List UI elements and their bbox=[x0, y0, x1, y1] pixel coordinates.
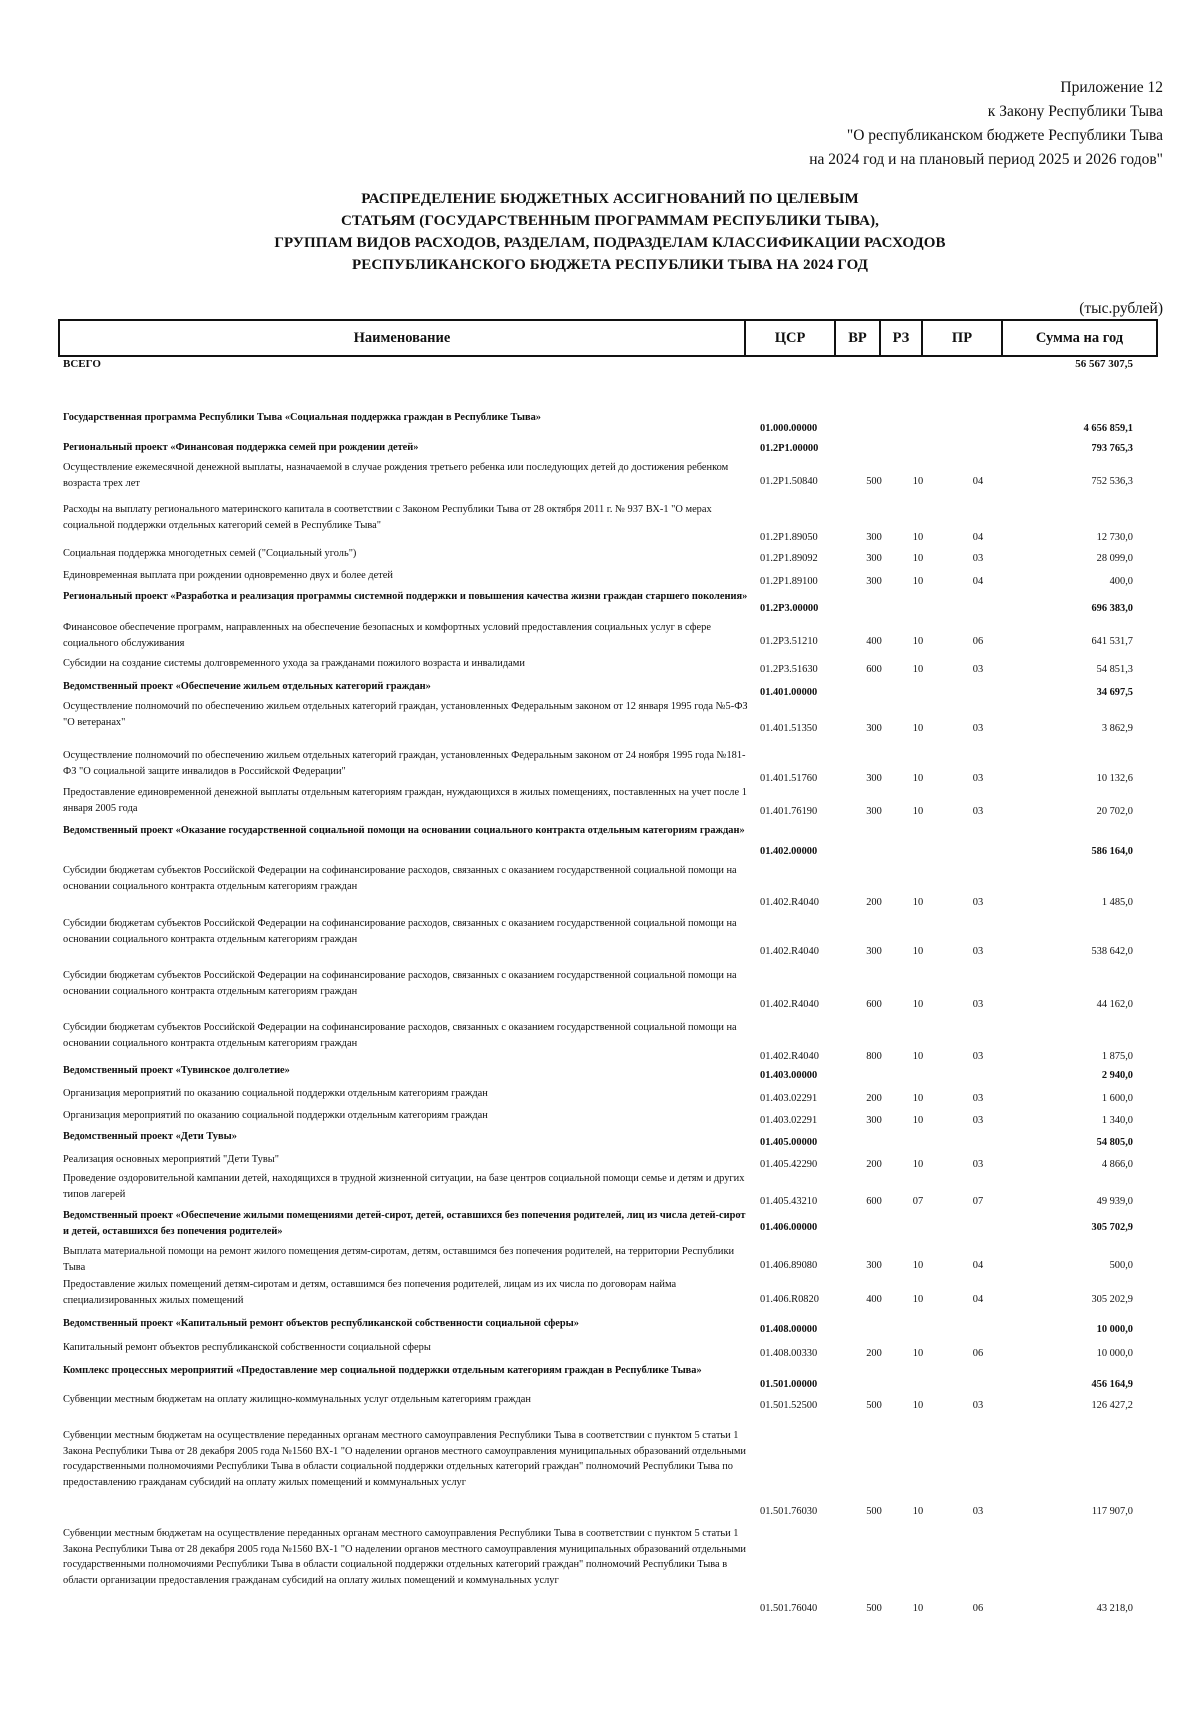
row-csr: 01.2Р3.51210 bbox=[760, 636, 818, 647]
row-csr: 01.405.43210 bbox=[760, 1196, 818, 1207]
row-csr: 01.403.00000 bbox=[760, 1070, 818, 1081]
row-name: Предоставление единовременной денежной выплаты отдельным категориям граждан, нуждающихся в жилых помещениях, поставленных на учет после 1 января 2005 года bbox=[63, 787, 747, 814]
row-name: Единовременная выплата при рождении одновременно двух и более детей bbox=[63, 570, 393, 581]
header-csr: ЦСР bbox=[744, 321, 834, 355]
total-label: ВСЕГО bbox=[63, 358, 101, 370]
row-sum: 305 202,9 bbox=[1091, 1294, 1133, 1305]
row-sum: 538 642,0 bbox=[1091, 946, 1133, 957]
row-rz: 10 bbox=[912, 806, 924, 817]
row-vr: 400 bbox=[866, 1294, 882, 1305]
row-pr: 04 bbox=[972, 576, 984, 587]
row-sum: 10 000,0 bbox=[1096, 1324, 1133, 1335]
row-name: Комплекс процессных мероприятий «Предоставление мер социальной поддержки отдельным категориям граждан в Республике Тыва» bbox=[63, 1365, 702, 1376]
row-csr: 01.2Р1.89100 bbox=[760, 576, 818, 587]
row-sum: 696 383,0 bbox=[1091, 603, 1133, 614]
row-csr: 01.402.R4040 bbox=[760, 999, 819, 1010]
row-name: Ведомственный проект «Обеспечение жильем отдельных категорий граждан» bbox=[63, 681, 431, 692]
row-sum: 752 536,3 bbox=[1091, 476, 1133, 487]
row-sum: 305 702,9 bbox=[1091, 1222, 1133, 1233]
row-csr: 01.402.R4040 bbox=[760, 897, 819, 908]
row-sum: 20 702,0 bbox=[1096, 806, 1133, 817]
row-rz: 10 bbox=[912, 532, 924, 543]
row-name: Субвенции местным бюджетам на оплату жилищно-коммунальных услуг отдельным категориям граждан bbox=[63, 1394, 531, 1405]
row-vr: 600 bbox=[866, 1196, 882, 1207]
row-rz: 10 bbox=[912, 723, 924, 734]
header-name: Наименование bbox=[58, 321, 744, 355]
row-rz: 10 bbox=[912, 1506, 924, 1517]
row-csr: 01.501.76030 bbox=[760, 1506, 818, 1517]
row-rz: 10 bbox=[912, 1051, 924, 1062]
row-sum: 400,0 bbox=[1109, 576, 1133, 587]
row-name: Предоставление жилых помещений детям-сиротам и детям, оставшимся без попечения родителей, лицам из их числа по договорам найма специализированных жилых помещений bbox=[63, 1279, 677, 1306]
appendix-line: Приложение 12 bbox=[1060, 79, 1163, 96]
row-pr: 03 bbox=[972, 999, 984, 1010]
row-pr: 03 bbox=[972, 723, 984, 734]
row-pr: 04 bbox=[972, 476, 984, 487]
row-pr: 04 bbox=[972, 1294, 984, 1305]
row-vr: 300 bbox=[866, 532, 882, 543]
row-name: Осуществление полномочий по обеспечению жильем отдельных категорий граждан, установленных Федеральным законом от 24 ноября 1995 года №181-ФЗ "О социальной защите инвалидов в Российской Федерации" bbox=[63, 750, 746, 777]
row-rz: 10 bbox=[912, 999, 924, 1010]
row-rz: 10 bbox=[912, 1603, 924, 1614]
row-csr: 01.402.00000 bbox=[760, 846, 818, 857]
row-name: Осуществление полномочий по обеспечению жильем отдельных категорий граждан, установленных Федеральным законом от 12 января 1995 года №5-ФЗ "О ветеранах" bbox=[63, 701, 748, 728]
row-pr: 03 bbox=[972, 1093, 984, 1104]
row-rz: 10 bbox=[912, 1093, 924, 1104]
row-name: Государственная программа Республики Тыва «Социальная поддержка граждан в Республике Тыва» bbox=[63, 412, 541, 423]
row-vr: 300 bbox=[866, 806, 882, 817]
row-pr: 03 bbox=[972, 1400, 984, 1411]
row-sum: 4 866,0 bbox=[1101, 1159, 1133, 1170]
row-csr: 01.401.00000 bbox=[760, 687, 818, 698]
row-sum: 1 340,0 bbox=[1101, 1115, 1133, 1126]
row-rz: 10 bbox=[912, 476, 924, 487]
row-rz: 10 bbox=[912, 1260, 924, 1271]
row-sum: 500,0 bbox=[1109, 1260, 1133, 1271]
row-vr: 600 bbox=[866, 664, 882, 675]
title-line: ГРУППАМ ВИДОВ РАСХОДОВ, РАЗДЕЛАМ, ПОДРАЗДЕЛАМ КЛАССИФИКАЦИИ РАСХОДОВ bbox=[274, 235, 946, 251]
row-sum: 793 765,3 bbox=[1091, 443, 1133, 454]
row-name: Субсидии бюджетам субъектов Российской Федерации на софинансирование расходов, связанных с оказанием государственной социальной помощи на основании социального контракта отдельным категориям граждан bbox=[63, 918, 737, 945]
row-rz: 10 bbox=[912, 576, 924, 587]
row-sum: 456 164,9 bbox=[1091, 1379, 1133, 1390]
row-csr: 01.401.51760 bbox=[760, 773, 818, 784]
row-rz: 10 bbox=[912, 1348, 924, 1359]
row-pr: 06 bbox=[972, 1603, 984, 1614]
row-name: Субвенции местным бюджетам на осуществление переданных органам местного самоуправления Республики Тыва в соответствии с пунктом 5 статьи 1 Закона Республики Тыва от 28 декабря 2005 года №1560 ВХ-1 "О наделении органов местного самоуправления муниципальных образований отдельными государственными полномочиями Республики Тыва в области социальной поддержки отдельных категорий граждан" полномочий Республики Тыва по предоставлению гражданам субсидий на оплату жилых помещений и коммунальных услуг bbox=[63, 1430, 746, 1488]
row-name: Выплата материальной помощи на ремонт жилого помещения детям-сиротам, детям, оставшимся без попечения родителей, на территории Республики Тыва bbox=[63, 1246, 735, 1273]
row-name: Ведомственный проект «Капитальный ремонт объектов республиканской собственности социальной сферы» bbox=[63, 1318, 579, 1329]
appendix-line: к Закону Республики Тыва bbox=[987, 103, 1163, 120]
row-csr: 01.402.R4040 bbox=[760, 1051, 819, 1062]
row-sum: 43 218,0 bbox=[1096, 1603, 1133, 1614]
row-vr: 200 bbox=[866, 1348, 882, 1359]
row-pr: 03 bbox=[972, 1159, 984, 1170]
unit-label: (тыс.рублей) bbox=[1079, 300, 1163, 317]
row-csr: 01.2Р1.50840 bbox=[760, 476, 818, 487]
row-rz: 10 bbox=[912, 553, 924, 564]
row-csr: 01.501.52500 bbox=[760, 1400, 818, 1411]
row-csr: 01.402.R4040 bbox=[760, 946, 819, 957]
row-rz: 10 bbox=[912, 1159, 924, 1170]
row-sum: 44 162,0 bbox=[1096, 999, 1133, 1010]
row-sum: 126 427,2 bbox=[1091, 1400, 1133, 1411]
row-vr: 600 bbox=[866, 999, 882, 1010]
row-vr: 200 bbox=[866, 897, 882, 908]
row-rz: 10 bbox=[912, 664, 924, 675]
row-vr: 300 bbox=[866, 773, 882, 784]
row-sum: 1 875,0 bbox=[1101, 1051, 1133, 1062]
row-name: Субвенции местным бюджетам на осуществление переданных органам местного самоуправления Республики Тыва в соответствии с пунктом 5 статьи 1 Закона Республики Тыва от 28 декабря 2005 года №1560 ВХ-1 "О наделении органов местного самоуправления муниципальных образований отдельными государственными полномочиями Республики Тыва в области социальной поддержки отдельных категорий граждан" полномочий Республики Тыва в области организации предоставления гражданам субсидий на оплату жилых помещений и коммунальных услуг bbox=[63, 1528, 746, 1586]
row-name: Проведение оздоровительной кампании детей, находящихся в трудной жизненной ситуации, на базе центров социальной помощи семье и детям и других типов лагерей bbox=[63, 1173, 745, 1200]
row-vr: 400 bbox=[866, 636, 882, 647]
total-sum: 56 567 307,5 bbox=[1075, 358, 1133, 370]
row-pr: 03 bbox=[972, 664, 984, 675]
row-rz: 10 bbox=[912, 1400, 924, 1411]
row-vr: 300 bbox=[866, 946, 882, 957]
row-name: Финансовое обеспечение программ, направленных на обеспечение безопасных и комфортных условий предоставления социальных услуг в сфере социального обслуживания bbox=[63, 622, 711, 649]
row-vr: 200 bbox=[866, 1159, 882, 1170]
row-name: Осуществление ежемесячной денежной выплаты, назначаемой в случае рождения третьего ребенка или последующих детей до достижения ребенком возраста трех лет bbox=[63, 462, 729, 489]
row-name: Организация мероприятий по оказанию социальной поддержки отдельным категориям граждан bbox=[63, 1088, 488, 1099]
appendix-line: на 2024 год и на плановый период 2025 и 2026 годов" bbox=[809, 151, 1163, 168]
row-name: Субсидии на создание системы долговременного ухода за гражданами пожилого возраста и инвалидами bbox=[63, 658, 525, 669]
title-line: РЕСПУБЛИКАНСКОГО БЮДЖЕТА РЕСПУБЛИКИ ТЫВА НА 2024 ГОД bbox=[351, 257, 869, 273]
row-csr: 01.406.00000 bbox=[760, 1222, 818, 1233]
row-csr: 01.405.42290 bbox=[760, 1159, 818, 1170]
row-name: Субсидии бюджетам субъектов Российской Федерации на софинансирование расходов, связанных с оказанием государственной социальной помощи на основании социального контракта отдельным категориям граждан bbox=[63, 1022, 737, 1049]
row-pr: 03 bbox=[972, 1506, 984, 1517]
row-pr: 03 bbox=[972, 1051, 984, 1062]
row-name: Субсидии бюджетам субъектов Российской Федерации на софинансирование расходов, связанных с оказанием государственной социальной помощи на основании социального контракта отдельным категориям граждан bbox=[63, 865, 737, 892]
row-sum: 12 730,0 bbox=[1096, 532, 1133, 543]
row-csr: 01.2Р1.89092 bbox=[760, 553, 818, 564]
row-sum: 10 132,6 bbox=[1096, 773, 1133, 784]
row-sum: 10 000,0 bbox=[1096, 1348, 1133, 1359]
row-name: Ведомственный проект «Обеспечение жилыми помещениями детей-сирот, детей, оставшихся без попечения родителей, лиц из числа детей-сирот и детей, оставшихся без попечения родителей» bbox=[63, 1210, 746, 1237]
row-csr: 01.2Р1.00000 bbox=[760, 443, 819, 454]
row-pr: 04 bbox=[972, 1260, 984, 1271]
row-sum: 4 656 859,1 bbox=[1083, 423, 1133, 434]
row-csr: 01.501.00000 bbox=[760, 1379, 818, 1390]
row-name: Ведомственный проект «Дети Тувы» bbox=[63, 1131, 237, 1142]
appendix-line: "О республиканском бюджете Республики Тыва bbox=[846, 127, 1163, 144]
row-sum: 641 531,7 bbox=[1091, 636, 1133, 647]
row-csr: 01.406.89080 bbox=[760, 1260, 818, 1271]
header-vr: ВР bbox=[834, 321, 879, 355]
row-pr: 03 bbox=[972, 553, 984, 564]
row-sum: 3 862,9 bbox=[1101, 723, 1133, 734]
row-sum: 117 907,0 bbox=[1091, 1506, 1133, 1517]
row-rz: 10 bbox=[912, 946, 924, 957]
row-name: Региональный проект «Финансовая поддержка семей при рождении детей» bbox=[63, 442, 419, 453]
row-csr: 01.401.51350 bbox=[760, 723, 818, 734]
row-name: Расходы на выплату регионального материнского капитала в соответствии с Законом Республики Тыва от 28 октября 2011 г. № 937 ВХ-1 "О мерах социальной поддержки отдельных категорий семей в Республике Тыва" bbox=[63, 504, 712, 531]
row-vr: 500 bbox=[866, 476, 882, 487]
row-name: Капитальный ремонт объектов республиканской собственности социальной сферы bbox=[63, 1342, 431, 1353]
row-name: Реализация основных мероприятий "Дети Тувы" bbox=[63, 1154, 279, 1165]
row-sum: 1 600,0 bbox=[1101, 1093, 1133, 1104]
row-rz: 10 bbox=[912, 1294, 924, 1305]
row-rz: 10 bbox=[912, 897, 924, 908]
title-line: РАСПРЕДЕЛЕНИЕ БЮДЖЕТНЫХ АССИГНОВАНИЙ ПО ЦЕЛЕВЫМ bbox=[361, 191, 859, 207]
row-name: Социальная поддержка многодетных семей ("Социальный уголь") bbox=[63, 548, 357, 559]
row-pr: 07 bbox=[972, 1196, 984, 1207]
row-name: Ведомственный проект «Оказание государственной социальной помощи на основании социального контракта отдельным категориям граждан» bbox=[63, 825, 745, 836]
row-sum: 54 851,3 bbox=[1096, 664, 1133, 675]
row-sum: 28 099,0 bbox=[1096, 553, 1133, 564]
header-sum: Сумма на год bbox=[1001, 321, 1158, 355]
row-vr: 300 bbox=[866, 553, 882, 564]
row-vr: 300 bbox=[866, 1115, 882, 1126]
row-sum: 49 939,0 bbox=[1096, 1196, 1133, 1207]
row-vr: 800 bbox=[866, 1051, 882, 1062]
row-name: Организация мероприятий по оказанию социальной поддержки отдельным категориям граждан bbox=[63, 1110, 488, 1121]
title-line: СТАТЬЯМ (ГОСУДАРСТВЕННЫМ ПРОГРАММАМ РЕСПУБЛИКИ ТЫВА), bbox=[340, 213, 880, 229]
row-pr: 04 bbox=[972, 532, 984, 543]
header-pr: ПР bbox=[921, 321, 1001, 355]
row-csr: 01.501.76040 bbox=[760, 1603, 818, 1614]
row-pr: 03 bbox=[972, 1115, 984, 1126]
row-vr: 300 bbox=[866, 576, 882, 587]
row-vr: 500 bbox=[866, 1400, 882, 1411]
row-rz: 07 bbox=[912, 1196, 924, 1207]
row-sum: 586 164,0 bbox=[1091, 846, 1133, 857]
row-name: Региональный проект «Разработка и реализация программы системной поддержки и повышения качества жизни граждан старшего поколения» bbox=[63, 591, 748, 602]
row-csr: 01.408.00330 bbox=[760, 1348, 818, 1359]
row-csr: 01.406.R0820 bbox=[760, 1294, 819, 1305]
row-sum: 2 940,0 bbox=[1101, 1070, 1133, 1081]
row-csr: 01.2Р1.89050 bbox=[760, 532, 818, 543]
row-csr: 01.401.76190 bbox=[760, 806, 818, 817]
row-csr: 01.403.02291 bbox=[760, 1115, 818, 1126]
row-pr: 06 bbox=[972, 1348, 984, 1359]
row-vr: 500 bbox=[866, 1603, 882, 1614]
row-pr: 03 bbox=[972, 897, 984, 908]
row-rz: 10 bbox=[912, 1115, 924, 1126]
row-sum: 34 697,5 bbox=[1096, 687, 1133, 698]
row-vr: 200 bbox=[866, 1093, 882, 1104]
row-csr: 01.403.02291 bbox=[760, 1093, 818, 1104]
row-vr: 300 bbox=[866, 723, 882, 734]
row-rz: 10 bbox=[912, 636, 924, 647]
row-pr: 03 bbox=[972, 946, 984, 957]
row-csr: 01.2Р3.51630 bbox=[760, 664, 818, 675]
row-rz: 10 bbox=[912, 773, 924, 784]
row-pr: 03 bbox=[972, 806, 984, 817]
row-sum: 1 485,0 bbox=[1101, 897, 1133, 908]
row-pr: 03 bbox=[972, 773, 984, 784]
row-csr: 01.408.00000 bbox=[760, 1324, 818, 1335]
header-rz: РЗ bbox=[879, 321, 921, 355]
row-vr: 500 bbox=[866, 1506, 882, 1517]
row-csr: 01.000.00000 bbox=[760, 423, 818, 434]
row-csr: 01.405.00000 bbox=[760, 1137, 818, 1148]
row-name: Субсидии бюджетам субъектов Российской Федерации на софинансирование расходов, связанных с оказанием государственной социальной помощи на основании социального контракта отдельным категориям граждан bbox=[63, 970, 737, 997]
row-sum: 54 805,0 bbox=[1096, 1137, 1133, 1148]
row-csr: 01.2Р3.00000 bbox=[760, 603, 819, 614]
row-vr: 300 bbox=[866, 1260, 882, 1271]
row-name: Ведомственный проект «Тувинское долголетие» bbox=[63, 1065, 290, 1076]
row-pr: 06 bbox=[972, 636, 984, 647]
